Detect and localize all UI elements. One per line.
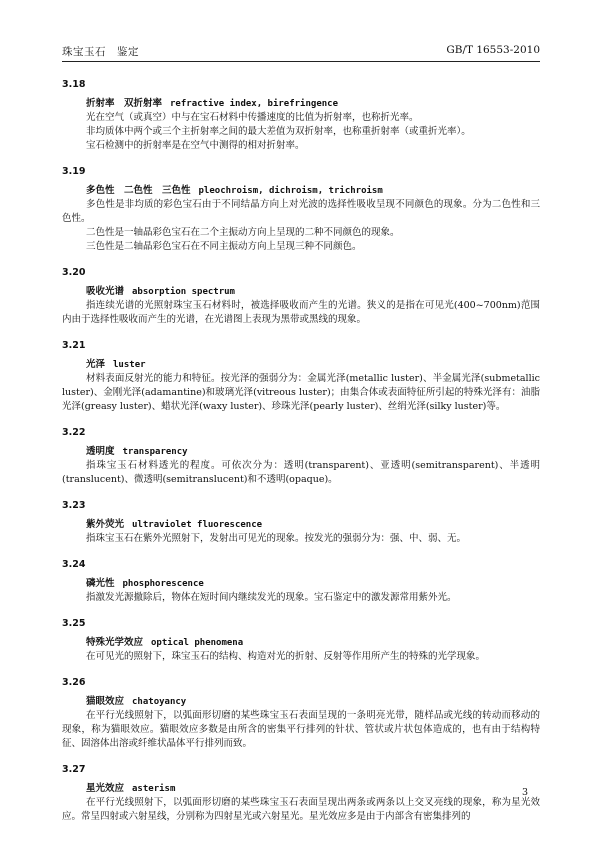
header-rule [62, 61, 540, 62]
paragraph: 二色性是一轴晶彩色宝石在二个主振动方向上呈现的二种不同颜色的现象。 [86, 227, 400, 238]
paragraph: 三色性是二轴晶彩色宝石在不同主振动方向上呈现三种不同颜色。 [86, 241, 362, 252]
paragraph: 宝石检测中的折射率是在空气中测得的相对折射率。 [86, 140, 305, 151]
term-heading [86, 358, 540, 372]
term-chinese: 紫外荧光 [86, 519, 125, 530]
header-standard-number: GB/T 16553-2010 [446, 44, 540, 56]
term-heading [86, 695, 540, 709]
section-3-27 [62, 763, 540, 824]
section-number: 3.19 [62, 166, 86, 177]
term-english: pleochroism, dichroism, trichroism [198, 186, 383, 196]
paragraph: 非均质体中两个或三个主折射率之间的最大差值为双折射率，也称重折射率（或重折光率）。 [86, 126, 471, 137]
page-number: 3 [521, 787, 528, 798]
header-title: 珠宝玉石 鉴定 [62, 46, 139, 58]
term-chinese: 吸收光谱 [86, 286, 125, 297]
section-number: 3.20 [62, 267, 86, 278]
section-number: 3.18 [62, 79, 86, 90]
section-number: 3.22 [62, 427, 86, 438]
term-heading [86, 518, 540, 532]
term-english: phosphorescence [122, 579, 204, 589]
term-chinese: 多色性 二色性 三色性 [86, 185, 191, 196]
term-heading [86, 97, 540, 111]
paragraph: 材料表面反射光的能力和特征。按光泽的强弱分为：金属光泽(metallic luster)、半金属光泽(submetallic luster)、金刚光泽(adamantine)和玻璃光泽(vitreous luster)；由集合体或表面特征所引起的特殊光泽有：油脂光泽(greasy luster)、蜡状光泽(waxy luster)、珍珠光泽(pearly luster)、丝绢光泽(silky luster)等。 [62, 373, 540, 412]
section-number: 3.26 [62, 677, 86, 688]
term-chinese: 透明度 [86, 446, 115, 457]
section-3-18 [62, 78, 540, 153]
term-chinese: 折射率 双折射率 [86, 98, 163, 109]
document-body [62, 78, 540, 836]
term-heading [86, 782, 540, 796]
paragraph: 光在空气（或真空）中与在宝石材料中传播速度的比值为折射率，也称折光率。 [86, 112, 419, 123]
paragraph: 在平行光线照射下，以弧面形切磨的某些珠宝玉石表面呈现的一条明亮光带，随样品或光线的转动而移动的现象，称为猫眼效应。猫眼效应多数是由所含的密集平行排列的针状、管状或片状包体造成的，也有由于结构特征、固溶体出溶或纤维状晶体平行排列而致。 [62, 710, 540, 749]
term-chinese: 光泽 [86, 359, 106, 370]
section-3-25 [62, 617, 540, 664]
section-number: 3.23 [62, 500, 86, 511]
term-english: chatoyancy [132, 697, 187, 707]
section-number: 3.21 [62, 340, 86, 351]
section-3-20 [62, 266, 540, 327]
term-english: asterism [132, 784, 176, 794]
term-heading [86, 445, 540, 459]
term-english: luster [113, 360, 146, 370]
term-english: ultraviolet fluorescence [132, 520, 263, 530]
term-chinese: 猫眼效应 [86, 696, 125, 707]
term-english: transparency [122, 447, 188, 457]
term-english: absorption spectrum [132, 287, 235, 297]
term-english: optical phenomena [151, 638, 244, 648]
section-number: 3.24 [62, 559, 86, 570]
section-3-26 [62, 676, 540, 751]
paragraph: 在平行光线照射下，以弧面形切磨的某些珠宝玉石表面呈现出两条或两条以上交叉亮线的现象，称为星光效应。常呈四射或六射星线，分别称为四射星光或六射星光。星光效应多是由于内部含有密集排列的 [62, 797, 540, 822]
paragraph: 指激发光源撤除后，物体在短时间内继续发光的现象。宝石鉴定中的激发源常用紫外光。 [86, 592, 457, 603]
paragraph: 指珠宝玉石在紫外光照射下，发射出可见光的现象。按发光的强弱分为：强、中、弱、无。 [86, 533, 467, 544]
section-3-24 [62, 558, 540, 605]
term-chinese: 磷光性 [86, 578, 115, 589]
section-3-19 [62, 165, 540, 254]
section-3-21 [62, 339, 540, 414]
paragraph: 多色性是非均质的彩色宝石由于不同结晶方向上对光波的选择性吸收呈现不同颜色的现象。分为二色性和三色性。 [62, 199, 540, 224]
term-heading [86, 285, 540, 299]
term-heading [86, 184, 540, 198]
paragraph: 指连续光谱的光照射珠宝玉石材料时，被选择吸收而产生的光谱。狭义的是指在可见光(400~700nm)范围内由于选择性吸收而产生的光谱，在光谱图上表现为黑带或黑线的现象。 [62, 300, 540, 325]
term-english: refractive index, birefringence [170, 99, 338, 109]
term-chinese: 星光效应 [86, 783, 125, 794]
term-heading [86, 577, 540, 591]
paragraph: 在可见光的照射下，珠宝玉石的结构、构造对光的折射、反射等作用所产生的特殊的光学现象。 [86, 651, 486, 662]
section-3-22 [62, 426, 540, 487]
paragraph: 指珠宝玉石材料透光的程度。可依次分为：透明(transparent)、亚透明(semitransparent)、半透明(translucent)、微透明(semitranslucent)和不透明(opaque)。 [62, 460, 540, 485]
section-number: 3.27 [62, 764, 86, 775]
term-chinese: 特殊光学效应 [86, 637, 144, 648]
section-number: 3.25 [62, 618, 86, 629]
section-3-23 [62, 499, 540, 546]
term-heading [86, 636, 540, 650]
